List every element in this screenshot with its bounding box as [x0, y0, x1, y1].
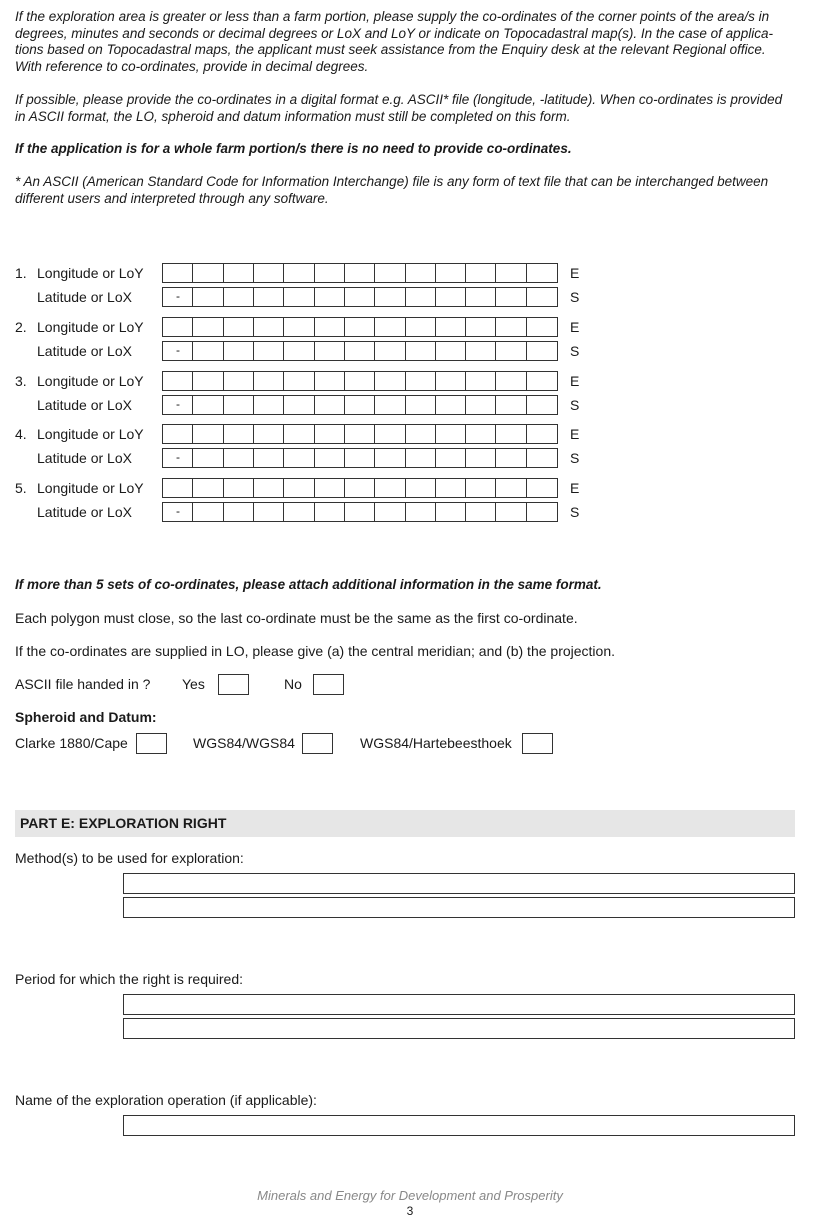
coord-number: 5. [15, 480, 27, 496]
coord-digit-cell[interactable] [406, 318, 436, 336]
longitude-input-cells[interactable] [162, 478, 558, 498]
coord-digit-cell[interactable] [527, 503, 557, 521]
period-field-1[interactable] [123, 994, 795, 1015]
coord-digit-cell[interactable] [527, 372, 557, 390]
coord-digit-cell[interactable] [193, 479, 223, 497]
coord-digit-cell[interactable] [163, 396, 193, 414]
coord-digit-cell[interactable] [436, 425, 466, 443]
coord-digit-cell[interactable] [224, 503, 254, 521]
intro-paragraph-1: If the exploration area is greater or less than a farm portion, please supply the co-ordinates of the corner points of the area/s in degrees, minutes and seconds or decimal degrees or LoX and LoY or indicate on Topocadastral map(s). In the case of applica-tions based on Topocadastral maps, the applicant must seek assistance from the Enquiry desk at the relevant Regional office. With reference to co-ordinates, provide in decimal degrees. [15, 9, 773, 74]
methods-field-2[interactable] [123, 897, 795, 918]
coord-digit-cell[interactable] [496, 342, 526, 360]
latitude-label: Latitude or LoX [37, 289, 132, 305]
coord-digit-cell[interactable] [284, 264, 314, 282]
coord-digit-cell[interactable] [375, 449, 405, 467]
coord-digit-cell[interactable] [224, 479, 254, 497]
coord-digit-cell[interactable] [345, 372, 375, 390]
coord-digit-cell[interactable] [527, 479, 557, 497]
coord-digit-cell[interactable] [375, 503, 405, 521]
polygon-close-note: Each polygon must close, so the last co-ordinate must be the same as the first co-ordinate. [15, 610, 578, 626]
coord-digit-cell[interactable] [163, 342, 193, 360]
spheroid-title: Spheroid and Datum: [15, 709, 157, 725]
methods-label: Method(s) to be used for exploration: [15, 850, 244, 866]
coord-digit-cell[interactable] [345, 396, 375, 414]
coord-digit-cell[interactable] [375, 479, 405, 497]
minus-sign: - [176, 343, 180, 357]
east-direction: E [570, 319, 580, 335]
coord-digit-cell[interactable] [345, 264, 375, 282]
latitude-label: Latitude or LoX [37, 450, 132, 466]
page-number: 3 [406, 1204, 414, 1218]
coord-digit-cell[interactable] [315, 425, 345, 443]
coord-digit-cell[interactable] [284, 372, 314, 390]
coord-number: 2. [15, 319, 27, 335]
coord-digit-cell[interactable] [315, 264, 345, 282]
coord-digit-cell[interactable] [466, 396, 496, 414]
minus-sign: - [176, 397, 180, 411]
coord-digit-cell[interactable] [466, 264, 496, 282]
coord-digit-cell[interactable] [224, 372, 254, 390]
coord-digit-cell[interactable] [193, 342, 223, 360]
south-direction: S [570, 397, 580, 413]
longitude-label: Longitude or LoY [37, 373, 144, 389]
coord-digit-cell[interactable] [496, 479, 526, 497]
coord-digit-cell[interactable] [193, 425, 223, 443]
coord-digit-cell[interactable] [193, 264, 223, 282]
coord-digit-cell[interactable] [224, 425, 254, 443]
coord-digit-cell[interactable] [436, 479, 466, 497]
longitude-label: Longitude or LoY [37, 265, 144, 281]
coord-digit-cell[interactable] [406, 396, 436, 414]
coord-digit-cell[interactable] [193, 503, 223, 521]
coord-digit-cell[interactable] [406, 425, 436, 443]
coord-digit-cell[interactable] [406, 372, 436, 390]
ascii-yes-label: Yes [182, 676, 205, 692]
coord-digit-cell[interactable] [527, 318, 557, 336]
coord-digit-cell[interactable] [163, 449, 193, 467]
ascii-no-checkbox[interactable] [313, 674, 344, 695]
coord-digit-cell[interactable] [224, 396, 254, 414]
longitude-input-cells[interactable] [162, 263, 558, 283]
coord-digit-cell[interactable] [284, 318, 314, 336]
footer-tagline: Minerals and Energy for Development and Prosperity [257, 1188, 563, 1203]
coord-digit-cell[interactable] [496, 449, 526, 467]
coord-digit-cell[interactable] [496, 318, 526, 336]
coord-digit-cell[interactable] [224, 264, 254, 282]
coord-digit-cell[interactable] [284, 503, 314, 521]
coord-digit-cell[interactable] [315, 372, 345, 390]
coord-digit-cell[interactable] [163, 372, 193, 390]
coord-digit-cell[interactable] [527, 449, 557, 467]
operation-name-label: Name of the exploration operation (if applicable): [15, 1092, 317, 1108]
coord-digit-cell[interactable] [345, 342, 375, 360]
coord-digit-cell[interactable] [466, 449, 496, 467]
coord-digit-cell[interactable] [163, 264, 193, 282]
coord-digit-cell[interactable] [527, 342, 557, 360]
coord-digit-cell[interactable] [163, 425, 193, 443]
south-direction: S [570, 289, 580, 305]
coord-digit-cell[interactable] [527, 396, 557, 414]
coord-digit-cell[interactable] [254, 318, 284, 336]
coord-digit-cell[interactable] [466, 318, 496, 336]
coord-digit-cell[interactable] [436, 503, 466, 521]
coord-digit-cell[interactable] [406, 449, 436, 467]
coord-digit-cell[interactable] [527, 288, 557, 306]
coord-digit-cell[interactable] [254, 288, 284, 306]
south-direction: S [570, 504, 580, 520]
south-direction: S [570, 450, 580, 466]
coord-digit-cell[interactable] [466, 288, 496, 306]
coord-digit-cell[interactable] [406, 288, 436, 306]
ascii-question: ASCII file handed in ? [15, 676, 151, 692]
south-direction: S [570, 343, 580, 359]
coord-digit-cell[interactable] [254, 503, 284, 521]
coord-digit-cell[interactable] [496, 396, 526, 414]
period-label: Period for which the right is required: [15, 971, 243, 987]
coord-digit-cell[interactable] [315, 449, 345, 467]
coord-digit-cell[interactable] [193, 449, 223, 467]
coord-digit-cell[interactable] [436, 372, 466, 390]
coord-digit-cell[interactable] [315, 479, 345, 497]
coord-digit-cell[interactable] [436, 288, 466, 306]
spheroid-option-clarke-checkbox[interactable] [136, 733, 167, 754]
coord-digit-cell[interactable] [375, 372, 405, 390]
coord-digit-cell[interactable] [163, 503, 193, 521]
coord-digit-cell[interactable] [254, 479, 284, 497]
spheroid-option-hartebeesthoek-label: WGS84/Hartebeesthoek [360, 735, 512, 751]
coord-digit-cell[interactable] [406, 479, 436, 497]
latitude-label: Latitude or LoX [37, 504, 132, 520]
minus-sign: - [176, 504, 180, 518]
coord-digit-cell[interactable] [466, 425, 496, 443]
longitude-label: Longitude or LoY [37, 319, 144, 335]
coord-digit-cell[interactable] [224, 449, 254, 467]
coord-digit-cell[interactable] [254, 425, 284, 443]
spheroid-option-wgs84-checkbox[interactable] [302, 733, 333, 754]
coord-digit-cell[interactable] [224, 288, 254, 306]
coord-digit-cell[interactable] [345, 503, 375, 521]
coord-digit-cell[interactable] [466, 372, 496, 390]
methods-field-1[interactable] [123, 873, 795, 894]
coord-digit-cell[interactable] [284, 425, 314, 443]
spheroid-option-hartebeesthoek-checkbox[interactable] [522, 733, 553, 754]
coord-digit-cell[interactable] [254, 342, 284, 360]
coord-digit-cell[interactable] [375, 264, 405, 282]
longitude-label: Longitude or LoY [37, 426, 144, 442]
coord-digit-cell[interactable] [315, 396, 345, 414]
coord-digit-cell[interactable] [406, 264, 436, 282]
longitude-input-cells[interactable] [162, 371, 558, 391]
coord-digit-cell[interactable] [254, 396, 284, 414]
coord-digit-cell[interactable] [406, 503, 436, 521]
more-than-five-note: If more than 5 sets of co-ordinates, please attach additional information in the same format. [15, 577, 602, 592]
coord-digit-cell[interactable] [254, 264, 284, 282]
coord-digit-cell[interactable] [436, 318, 466, 336]
coord-digit-cell[interactable] [284, 396, 314, 414]
east-direction: E [570, 265, 580, 281]
latitude-input-cells[interactable] [162, 287, 558, 307]
latitude-label: Latitude or LoX [37, 343, 132, 359]
coord-digit-cell[interactable] [345, 318, 375, 336]
coord-digit-cell[interactable] [527, 264, 557, 282]
latitude-input-cells[interactable] [162, 395, 558, 415]
coord-digit-cell[interactable] [163, 288, 193, 306]
spheroid-option-wgs84-label: WGS84/WGS84 [193, 735, 295, 751]
coord-digit-cell[interactable] [284, 342, 314, 360]
coord-digit-cell[interactable] [496, 425, 526, 443]
ascii-yes-checkbox[interactable] [218, 674, 249, 695]
coord-digit-cell[interactable] [496, 503, 526, 521]
coord-digit-cell[interactable] [466, 503, 496, 521]
coord-digit-cell[interactable] [193, 396, 223, 414]
intro-paragraph-4: * An ASCII (American Standard Code for Information Interchange) file is any form of text file that can be interchanged between different users and interpreted through any software. [15, 174, 769, 206]
coord-digit-cell[interactable] [375, 425, 405, 443]
coord-digit-cell[interactable] [193, 318, 223, 336]
coord-number: 4. [15, 426, 27, 442]
period-field-2[interactable] [123, 1018, 795, 1039]
coord-digit-cell[interactable] [315, 503, 345, 521]
coord-digit-cell[interactable] [193, 372, 223, 390]
coord-digit-cell[interactable] [345, 288, 375, 306]
coord-digit-cell[interactable] [193, 288, 223, 306]
east-direction: E [570, 426, 580, 442]
coord-digit-cell[interactable] [406, 342, 436, 360]
minus-sign: - [176, 289, 180, 303]
coord-digit-cell[interactable] [224, 318, 254, 336]
coord-digit-cell[interactable] [496, 264, 526, 282]
coord-digit-cell[interactable] [466, 342, 496, 360]
lo-note: If the co-ordinates are supplied in LO, please give (a) the central meridian; and (b) the projection. [15, 643, 615, 659]
longitude-label: Longitude or LoY [37, 480, 144, 496]
coord-digit-cell[interactable] [284, 479, 314, 497]
spheroid-option-clarke-label: Clarke 1880/Cape [15, 735, 128, 751]
coord-digit-cell[interactable] [315, 288, 345, 306]
coord-digit-cell[interactable] [254, 449, 284, 467]
coord-digit-cell[interactable] [527, 425, 557, 443]
intro-paragraph-2: If possible, please provide the co-ordinates in a digital format e.g. ASCII* file (longitude, -latitude). When co-ordinates is provided in ASCII format, the LO, spheroid and datum information must still be completed on this form. [15, 92, 783, 124]
coord-digit-cell[interactable] [163, 318, 193, 336]
coord-digit-cell[interactable] [496, 372, 526, 390]
coord-digit-cell[interactable] [224, 342, 254, 360]
coord-digit-cell[interactable] [254, 372, 284, 390]
coord-digit-cell[interactable] [284, 288, 314, 306]
latitude-label: Latitude or LoX [37, 397, 132, 413]
part-e-title: PART E: EXPLORATION RIGHT [20, 815, 227, 831]
coord-digit-cell[interactable] [375, 288, 405, 306]
coord-digit-cell[interactable] [284, 449, 314, 467]
coord-digit-cell[interactable] [345, 425, 375, 443]
latitude-input-cells[interactable] [162, 341, 558, 361]
east-direction: E [570, 480, 580, 496]
ascii-no-label: No [284, 676, 302, 692]
minus-sign: - [176, 450, 180, 464]
coord-digit-cell[interactable] [375, 318, 405, 336]
latitude-input-cells[interactable] [162, 448, 558, 468]
coord-digit-cell[interactable] [345, 479, 375, 497]
intro-paragraph-3: If the application is for a whole farm portion/s there is no need to provide co-ordinates. [15, 141, 572, 156]
coord-digit-cell[interactable] [375, 342, 405, 360]
east-direction: E [570, 373, 580, 389]
coord-digit-cell[interactable] [436, 342, 466, 360]
coord-digit-cell[interactable] [315, 318, 345, 336]
coord-digit-cell[interactable] [466, 479, 496, 497]
coord-digit-cell[interactable] [436, 264, 466, 282]
longitude-input-cells[interactable] [162, 317, 558, 337]
coord-digit-cell[interactable] [436, 449, 466, 467]
coord-digit-cell[interactable] [315, 342, 345, 360]
coord-digit-cell[interactable] [436, 396, 466, 414]
coord-number: 1. [15, 265, 27, 281]
coord-digit-cell[interactable] [345, 449, 375, 467]
coord-digit-cell[interactable] [375, 396, 405, 414]
operation-name-field[interactable] [123, 1115, 795, 1136]
coord-digit-cell[interactable] [496, 288, 526, 306]
latitude-input-cells[interactable] [162, 502, 558, 522]
coord-digit-cell[interactable] [163, 479, 193, 497]
longitude-input-cells[interactable] [162, 424, 558, 444]
coord-number: 3. [15, 373, 27, 389]
